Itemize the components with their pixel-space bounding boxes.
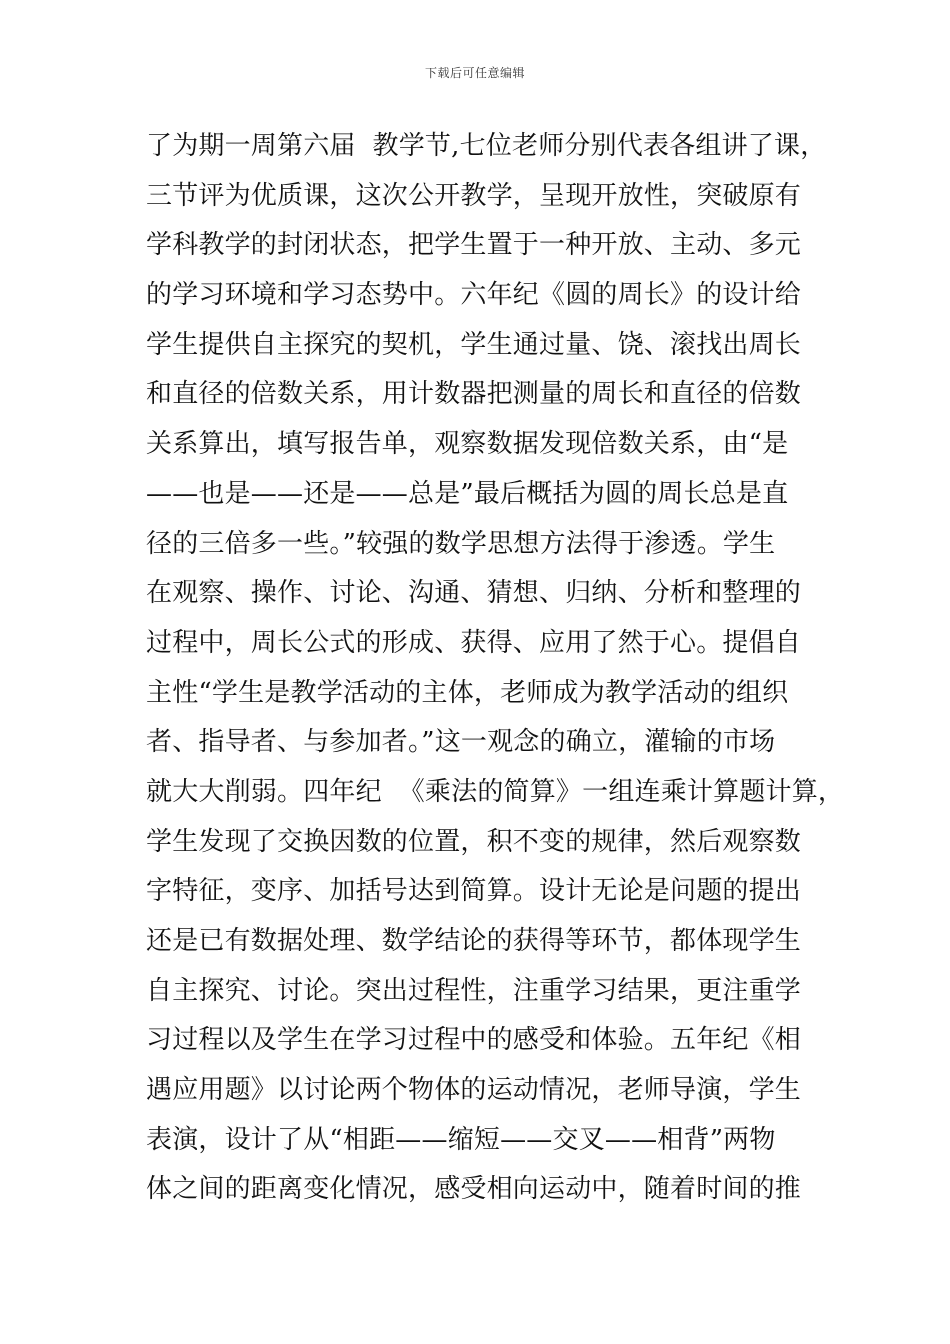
text-line: 学科教学的封闭状态，把学生置于一种开放、主动、多元 (146, 230, 802, 261)
text-line: ——也是——还是——总是”最后概括为圆的周长总是直 (146, 478, 789, 509)
text-line: 在观察、操作、讨论、沟通、猜想、归纳、分析和整理的 (146, 578, 802, 609)
text-line: 关系算出，填写报告单，观察数据发现倍数关系，由“是 (146, 429, 789, 460)
text-line: 和直径的倍数关系，用计数器把测量的周长和直径的倍数 (146, 379, 802, 410)
text-line: 了为期一周第六届 教学节,七位老师分别代表各组讲了课， (146, 131, 827, 161)
text-line: 字特征，变序、加括号达到简算。设计无论是问题的提出 (146, 876, 802, 907)
text-line: 还是已有数据处理、数学结论的获得等环节，都体现学生 (146, 926, 802, 956)
text-line: 学生提供自主探究的契机，学生通过量、饶、滚找出周长 (146, 329, 802, 360)
text-line: 表演，设计了从“相距——缩短——交叉——相背”两物 (146, 1124, 776, 1155)
download-note: 下载后可任意编辑 (424, 66, 525, 80)
text-line: 主性“学生是教学活动的主体，老师成为教学活动的组织 (146, 677, 789, 708)
text-line: 就大大削弱。四年纪 《乘法的简算》一组连乘计算题计算， (146, 776, 845, 807)
text-line: 三节评为优质课，这次公开教学，呈现开放性，突破原有 (146, 180, 802, 211)
body-text (146, 128, 845, 1221)
text-line: 学生发现了交换因数的位置，积不变的规律，然后观察数 (146, 826, 802, 857)
text-line: 自主探究、讨论。突出过程性，注重学习结果，更注重学 (146, 975, 802, 1006)
text-line: 习过程以及学生在学习过程中的感受和体验。五年纪《相 (146, 1025, 802, 1056)
text-line: 遇应用题》以讨论两个物体的运动情况，老师导演，学生 (146, 1075, 802, 1106)
text-line: 过程中，周长公式的形成、获得、应用了然于心。提倡自 (146, 627, 802, 658)
text-line: 径的三倍多一些。”较强的数学思想方法得于渗透。学生 (146, 528, 776, 559)
text-line: 的学习环境和学习态势中。六年纪《圆的周长》的设计给 (146, 280, 802, 311)
text-line: 体之间的距离变化情况，感受相向运动中，随着时间的推 (146, 1174, 802, 1205)
text-line: 者、指导者、与参加者。”这一观念的确立，灌输的市场 (146, 727, 776, 758)
